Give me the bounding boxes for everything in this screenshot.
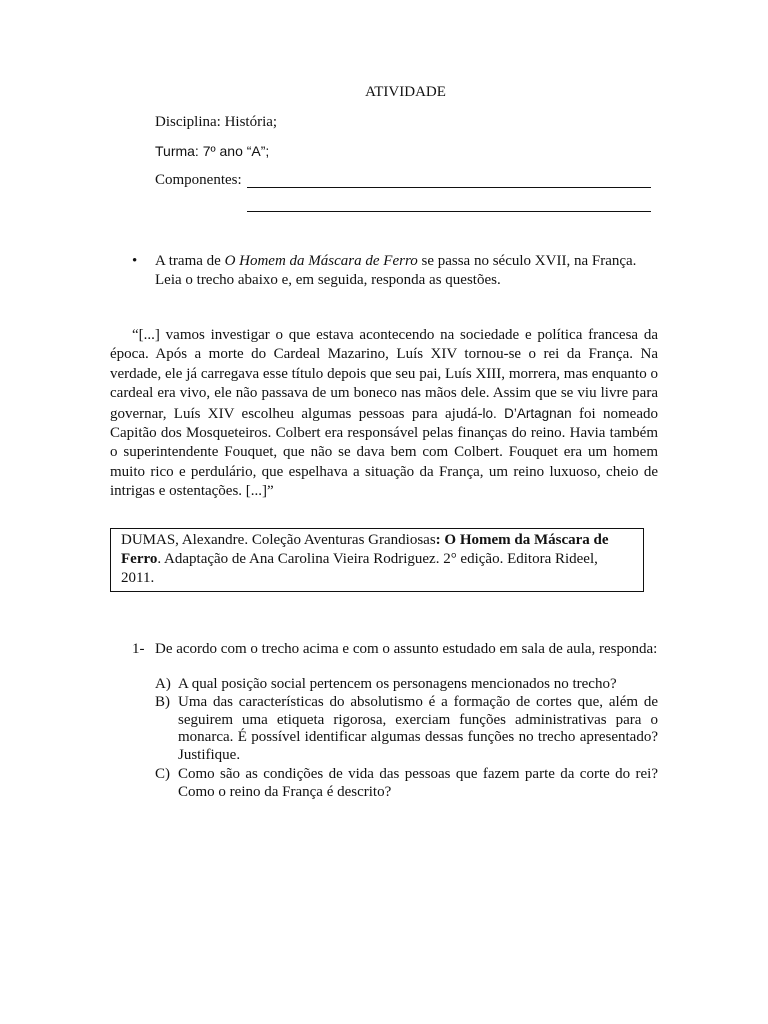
quote-part-3: foi nomeado Capitão dos Mosqueteiros. Colbert era responsável pelas finanças do reino. Havia também o superintendente Fouquet, que não se dava bem com Colbert. Fouquet era um homem muito rico e perdulário, que espelhava a situação da França, um reino luxuoso, cheio de intrigas e ostentações. [...]” [110, 405, 658, 500]
citation-box [110, 528, 644, 592]
question-item-b: Uma das características do absolutismo é a formação de cortes que, além de seguirem uma etiqueta rigorosa, exerciam funções administrativas para o monarca. É possível identificar algumas dessas funções no trecho apresentado? Justifique. [178, 694, 658, 763]
componentes-blank-line-2 [247, 211, 651, 212]
question-prompt: De acordo com o trecho acima e com o assunto estudado em sala de aula, responda: [155, 641, 658, 657]
disciplina-line: Disciplina: História; [155, 114, 278, 130]
intro-text-after: se passa no século XVII, na França. Leia o trecho abaixo e, em seguida, responda as questões. [155, 253, 637, 288]
citation-text-after: . Adaptação de Ana Carolina Vieira Rodriguez. 2° edição. Editora Rideel, 2011. [121, 551, 598, 586]
question-item-c: Como são as condições de vida das pessoas que fazem parte da corte do rei? Como o reino da França é descrito? [178, 766, 658, 800]
question-item-letter: B) [155, 694, 170, 710]
question-item-a: A qual posição social pertencem os personagens mencionados no trecho? [178, 676, 617, 692]
citation-text-before: DUMAS, Alexandre. Coleção Aventuras Grandiosas [121, 532, 436, 548]
book-title: O Homem da Máscara de Ferro [224, 253, 418, 269]
quote-part-2: lo. D’Artagnan [482, 405, 572, 421]
question-item-letter: A) [155, 676, 171, 692]
componentes-label: Componentes: [155, 172, 242, 188]
quote-part-1: “[...] vamos investigar o que estava acontecendo na sociedade e política francesa da época. Após a morte do Cardeal Mazarino, Luís XIV tornou-se o rei da França. Na verdade, ele já carregava esse título depois que seu pai, Luís XIII, morrera, mas enquanto o cardeal era vivo, ele não passava de um boneco nas mãos dele. Assim que se viu livre para governar, Luís XIV escolheu algumas pessoas para ajudá- [110, 327, 658, 422]
intro-text-before: A trama de [155, 253, 225, 269]
quote-paragraph [110, 326, 658, 502]
question-number: 1- [132, 641, 145, 657]
bullet-icon: • [132, 253, 138, 269]
intro-paragraph [155, 252, 658, 290]
turma-line: Turma: 7º ano “A”; [155, 143, 270, 159]
citation-bold-title: : O Homem da Máscara de Ferro [121, 532, 609, 567]
page-title: ATIVIDADE [365, 84, 446, 100]
question-item-letter: C) [155, 766, 170, 782]
componentes-blank-line-1 [247, 187, 651, 188]
